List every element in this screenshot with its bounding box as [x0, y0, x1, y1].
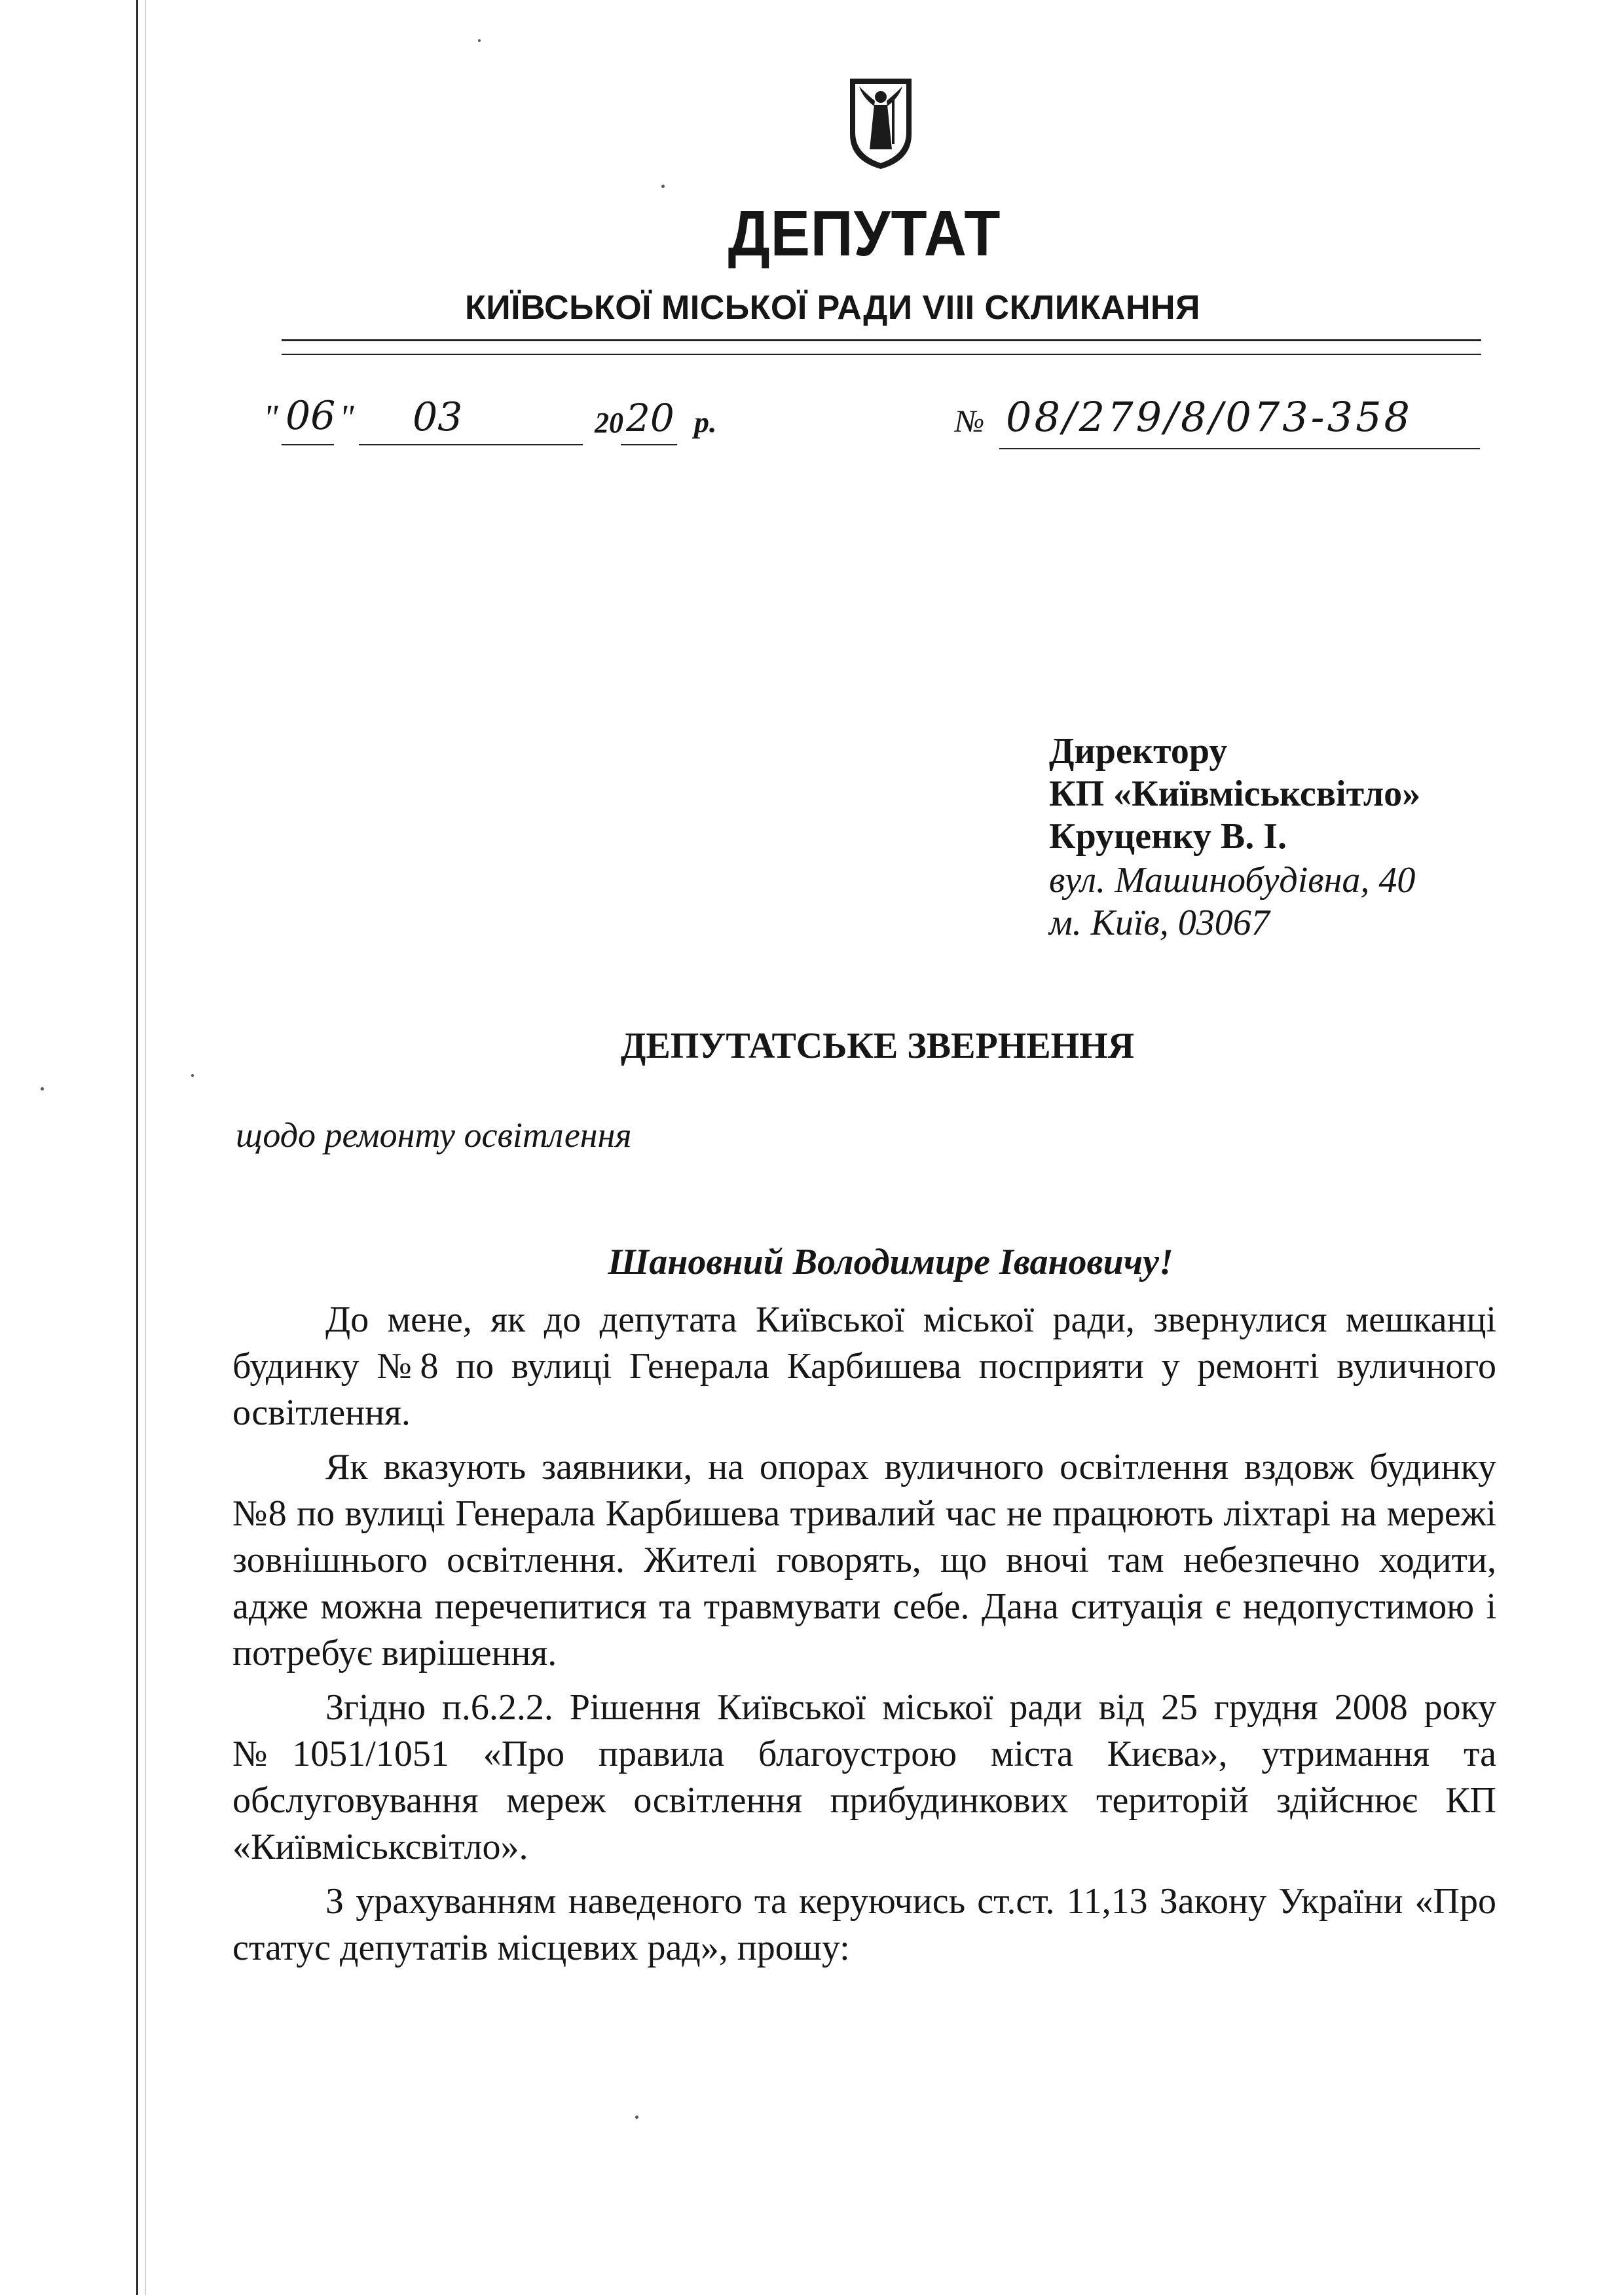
addressee-name: Круценку В. І. — [1049, 816, 1287, 857]
document-title: ДЕПУТАТСЬКЕ ЗВЕРНЕННЯ — [620, 1026, 1135, 1066]
scan-speck — [661, 185, 665, 188]
body-paragraph: До мене, як до депутата Київської міської ради, звернулися мешканці будинку №8 по вулиці Генерала Карбишева посприяти у ремонті вуличного освітлення. — [232, 1299, 1496, 1433]
addressee-street: вул. Машинобудівна, 40 — [1049, 860, 1416, 901]
addressee-city: м. Київ, 03067 — [1049, 903, 1270, 943]
date-month: 03 — [413, 394, 463, 440]
document-subject: щодо ремонту освітлення — [236, 1115, 632, 1155]
header-rule-bottom — [282, 354, 1481, 355]
body-paragraph: Як вказують заявники, на опорах вуличного освітлення вздовж будинку №8 по вулиці Генерала Карбишева тривалий час не працюють ліхтарі на мережі зовнішнього освітлення. Жителі говорять, що вночі там небезпечно ходити, адже можна перечепитися та травмувати себе. Дана ситуація є недопустимою і потребує вирішення. — [232, 1447, 1496, 1673]
date-line: " 06 " 03 20 20 р. — [262, 392, 786, 451]
letterhead-subtitle: КИЇВСЬКОЇ МІСЬКОЇ РАДИ VIII СКЛИКАННЯ — [465, 289, 1200, 327]
body-paragraph: Згідно п.6.2.2. Рішення Київської міської ради від 25 грудня 2008 року №1051/1051 «Про правила благоустрою міста Києва», утримання та обслуговування мереж освітлення прибудинкових територій здійснює КП «Київміськсвітло». — [232, 1687, 1496, 1867]
letterhead-title: ДЕПУТАТ — [728, 197, 1001, 269]
year-underline — [621, 444, 677, 445]
letter-body — [232, 1297, 1496, 1979]
body-paragraph: З урахуванням наведеного та керуючись ст.ст. 11,13 Закону України «Про статус депутатів місцевих рад», прошу: — [232, 1881, 1496, 1968]
day-underline — [282, 444, 334, 445]
scan-speck — [41, 1087, 44, 1091]
date-day: 06 — [286, 393, 336, 439]
binding-margin-line — [136, 0, 138, 2295]
scan-speck — [191, 1074, 194, 1077]
salutation: Шановний Володимире Івановичу! — [608, 1242, 1173, 1282]
month-underline — [359, 444, 583, 445]
scan-speck — [478, 39, 481, 42]
scan-speck — [635, 2116, 638, 2119]
kyiv-coat-of-arms-icon — [845, 72, 917, 170]
header-rule-top — [282, 339, 1481, 341]
binding-margin-shadow — [145, 0, 146, 2295]
addressee-organization: КП «Київміськсвітло» — [1049, 774, 1421, 814]
registration-number-value: 08/279/8/073-358 — [1006, 393, 1412, 441]
addressee-position: Директору — [1049, 731, 1228, 772]
date-year: 20 — [626, 396, 674, 440]
registration-underline — [999, 448, 1480, 449]
registration-number: № 08/279/8/073-358 — [950, 392, 1486, 457]
